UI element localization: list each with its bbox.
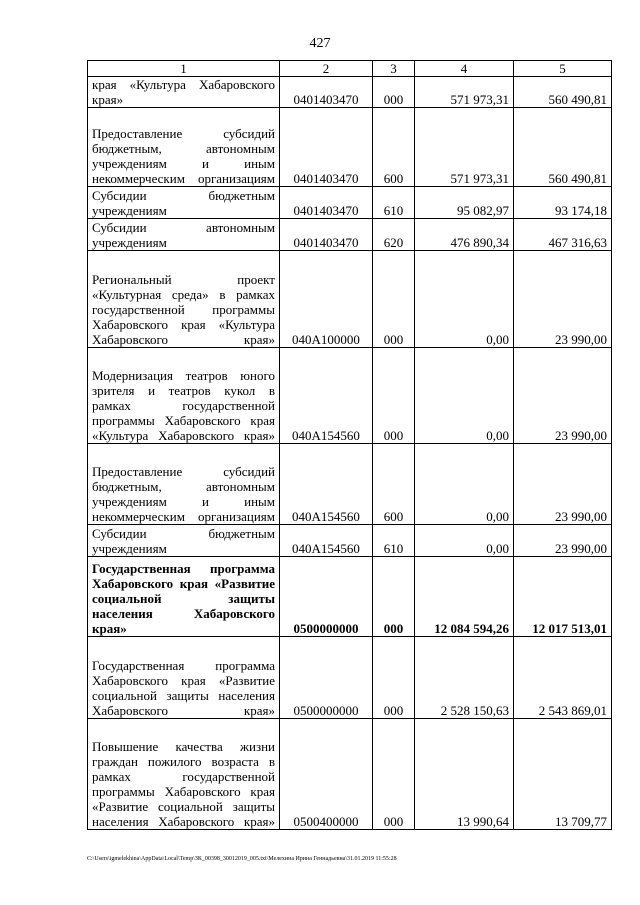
expense-type-cell: 000 xyxy=(373,348,415,444)
table-row xyxy=(88,251,612,348)
amount-year-2-cell: 13 709,77 xyxy=(514,719,612,830)
amount-year-2-cell: 23 990,00 xyxy=(514,348,612,444)
amount-year-1-cell: 0,00 xyxy=(415,251,514,348)
target-code-cell: 040A154560 xyxy=(280,525,373,557)
expense-type-cell: 000 xyxy=(373,251,415,348)
column-header-4: 4 xyxy=(415,61,514,77)
expense-type-cell: 000 xyxy=(373,557,415,637)
row-name-cell: Повышение качества жизни граждан пожилого возраста в рамках государственной программы Хабаровского края «Развитие социальной защиты населения Хабаровского края» xyxy=(88,719,280,830)
row-name-cell: Предоставление субсидий бюджетным, автономным учреждениям и иным некоммерческим организациям xyxy=(88,108,280,187)
table-row xyxy=(88,77,612,108)
table-row xyxy=(88,444,612,525)
table-row xyxy=(88,187,612,219)
table-row xyxy=(88,348,612,444)
row-name-cell: Государственная программа Хабаровского края «Развитие социальной защиты населения Хабаровского края» xyxy=(88,637,280,719)
row-name-cell: Субсидии бюджетным учреждениям xyxy=(88,525,280,557)
file-path-footer: C:\Users\igmelekhina\AppData\Local\Temp\ЗК_00398_30012019_005.txt\Мелехина Ирина Геннадьевна\31.01.2019 11:55:28 xyxy=(87,856,397,862)
amount-year-2-cell: 467 316,63 xyxy=(514,219,612,251)
row-name-cell: Государственная программа Хабаровского края «Развитие социальной защиты населения Хабаровского края» xyxy=(88,557,280,637)
target-code-cell: 0401403470 xyxy=(280,187,373,219)
amount-year-1-cell: 2 528 150,63 xyxy=(415,637,514,719)
expense-type-cell: 620 xyxy=(373,219,415,251)
table-row xyxy=(88,557,612,637)
table-row xyxy=(88,719,612,830)
amount-year-2-cell: 23 990,00 xyxy=(514,251,612,348)
target-code-cell: 0401403470 xyxy=(280,77,373,108)
page-number: 427 xyxy=(309,36,331,51)
amount-year-1-cell: 0,00 xyxy=(415,348,514,444)
amount-year-2-cell: 560 490,81 xyxy=(514,77,612,108)
amount-year-1-cell: 13 990,64 xyxy=(415,719,514,830)
target-code-cell: 040A154560 xyxy=(280,444,373,525)
target-code-cell: 0500000000 xyxy=(280,557,373,637)
expense-type-cell: 000 xyxy=(373,77,415,108)
expense-type-cell: 600 xyxy=(373,444,415,525)
expense-type-cell: 610 xyxy=(373,187,415,219)
target-code-cell: 0401403470 xyxy=(280,219,373,251)
amount-year-1-cell: 476 890,34 xyxy=(415,219,514,251)
row-name-cell: края «Культура Хабаровского края» xyxy=(88,77,280,108)
row-name-cell: Предоставление субсидий бюджетным, автономным учреждениям и иным некоммерческим организациям xyxy=(88,444,280,525)
column-header-1: 1 xyxy=(88,61,280,77)
expense-type-cell: 610 xyxy=(373,525,415,557)
amount-year-1-cell: 95 082,97 xyxy=(415,187,514,219)
table-header-row xyxy=(88,61,612,77)
table-row xyxy=(88,219,612,251)
row-name-cell: Субсидии бюджетным учреждениям xyxy=(88,187,280,219)
column-header-2: 2 xyxy=(280,61,373,77)
amount-year-2-cell: 93 174,18 xyxy=(514,187,612,219)
budget-table xyxy=(87,60,612,830)
amount-year-1-cell: 571 973,31 xyxy=(415,108,514,187)
target-code-cell: 040A154560 xyxy=(280,348,373,444)
table-row xyxy=(88,637,612,719)
column-header-3: 3 xyxy=(373,61,415,77)
expense-type-cell: 000 xyxy=(373,719,415,830)
expense-type-cell: 600 xyxy=(373,108,415,187)
column-header-5: 5 xyxy=(514,61,612,77)
amount-year-1-cell: 0,00 xyxy=(415,444,514,525)
row-name-cell: Региональный проект «Культурная среда» в рамках государственной программы Хабаровского края «Культура Хабаровского края» xyxy=(88,251,280,348)
amount-year-2-cell: 23 990,00 xyxy=(514,444,612,525)
amount-year-1-cell: 12 084 594,26 xyxy=(415,557,514,637)
target-code-cell: 0500400000 xyxy=(280,719,373,830)
target-code-cell: 0401403470 xyxy=(280,108,373,187)
expense-type-cell: 000 xyxy=(373,637,415,719)
row-name-cell: Субсидии автономным учреждениям xyxy=(88,219,280,251)
table-row xyxy=(88,108,612,187)
table-row xyxy=(88,525,612,557)
amount-year-1-cell: 571 973,31 xyxy=(415,77,514,108)
amount-year-1-cell: 0,00 xyxy=(415,525,514,557)
target-code-cell: 040A100000 xyxy=(280,251,373,348)
amount-year-2-cell: 560 490,81 xyxy=(514,108,612,187)
amount-year-2-cell: 2 543 869,01 xyxy=(514,637,612,719)
amount-year-2-cell: 23 990,00 xyxy=(514,525,612,557)
target-code-cell: 0500000000 xyxy=(280,637,373,719)
row-name-cell: Модернизация театров юного зрителя и театров кукол в рамках государственной программы Хабаровского края «Культура Хабаровского края» xyxy=(88,348,280,444)
amount-year-2-cell: 12 017 513,01 xyxy=(514,557,612,637)
